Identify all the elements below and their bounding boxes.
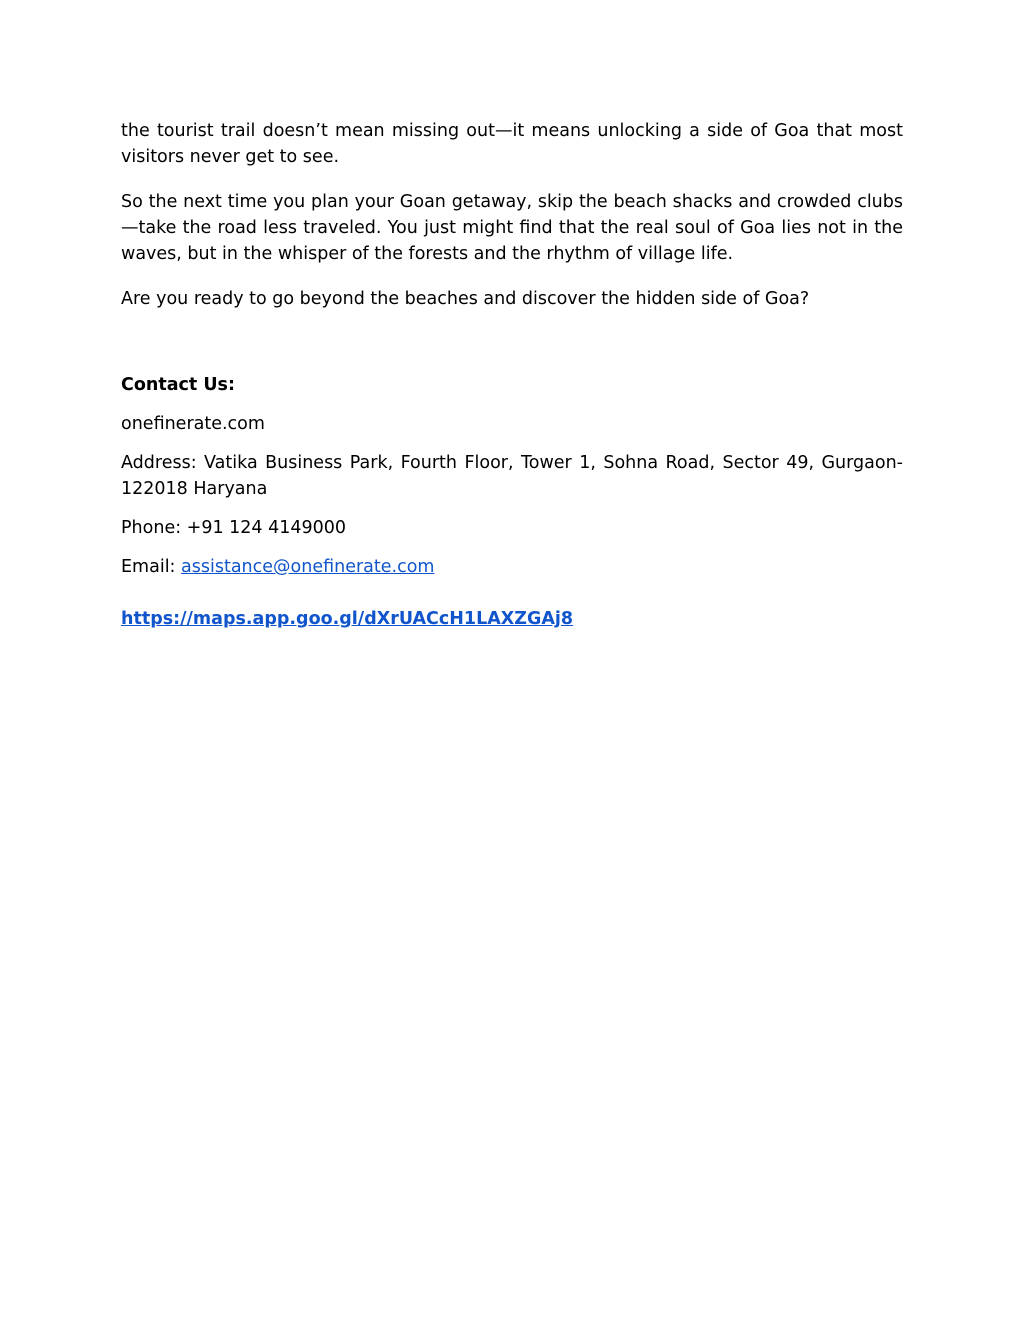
body-paragraph-3: Are you ready to go beyond the beaches and discover the hidden side of Goa? <box>121 289 810 309</box>
contact-email-line <box>121 554 903 580</box>
document-page <box>121 118 903 632</box>
contact-phone: Phone: +91 124 4149000 <box>121 518 347 538</box>
contact-heading: Contact Us: <box>121 375 235 395</box>
contact-email-label: Email: <box>121 557 182 577</box>
body-paragraph-2: So the next time you plan your Goan getaway, skip the beach shacks and crowded clubs—take the road less traveled. You just might find that the real soul of Goa lies not in the waves, but in the whisper of the forests and the rhythm of village life. <box>121 192 903 264</box>
body-paragraph-1: the tourist trail doesn’t mean missing out—it means unlocking a side of Goa that most visitors never get to see. <box>121 121 903 167</box>
email-link[interactable]: assistance@onefinerate.com <box>181 557 435 577</box>
map-link[interactable]: https://maps.app.goo.gl/dXrUACcH1LAXZGAj8 <box>121 609 574 629</box>
contact-address: Address: Vatika Business Park, Fourth Floor, Tower 1, Sohna Road, Sector 49, Gurgaon- 122018 Haryana <box>121 453 903 499</box>
contact-website: onefinerate.com <box>121 414 265 434</box>
